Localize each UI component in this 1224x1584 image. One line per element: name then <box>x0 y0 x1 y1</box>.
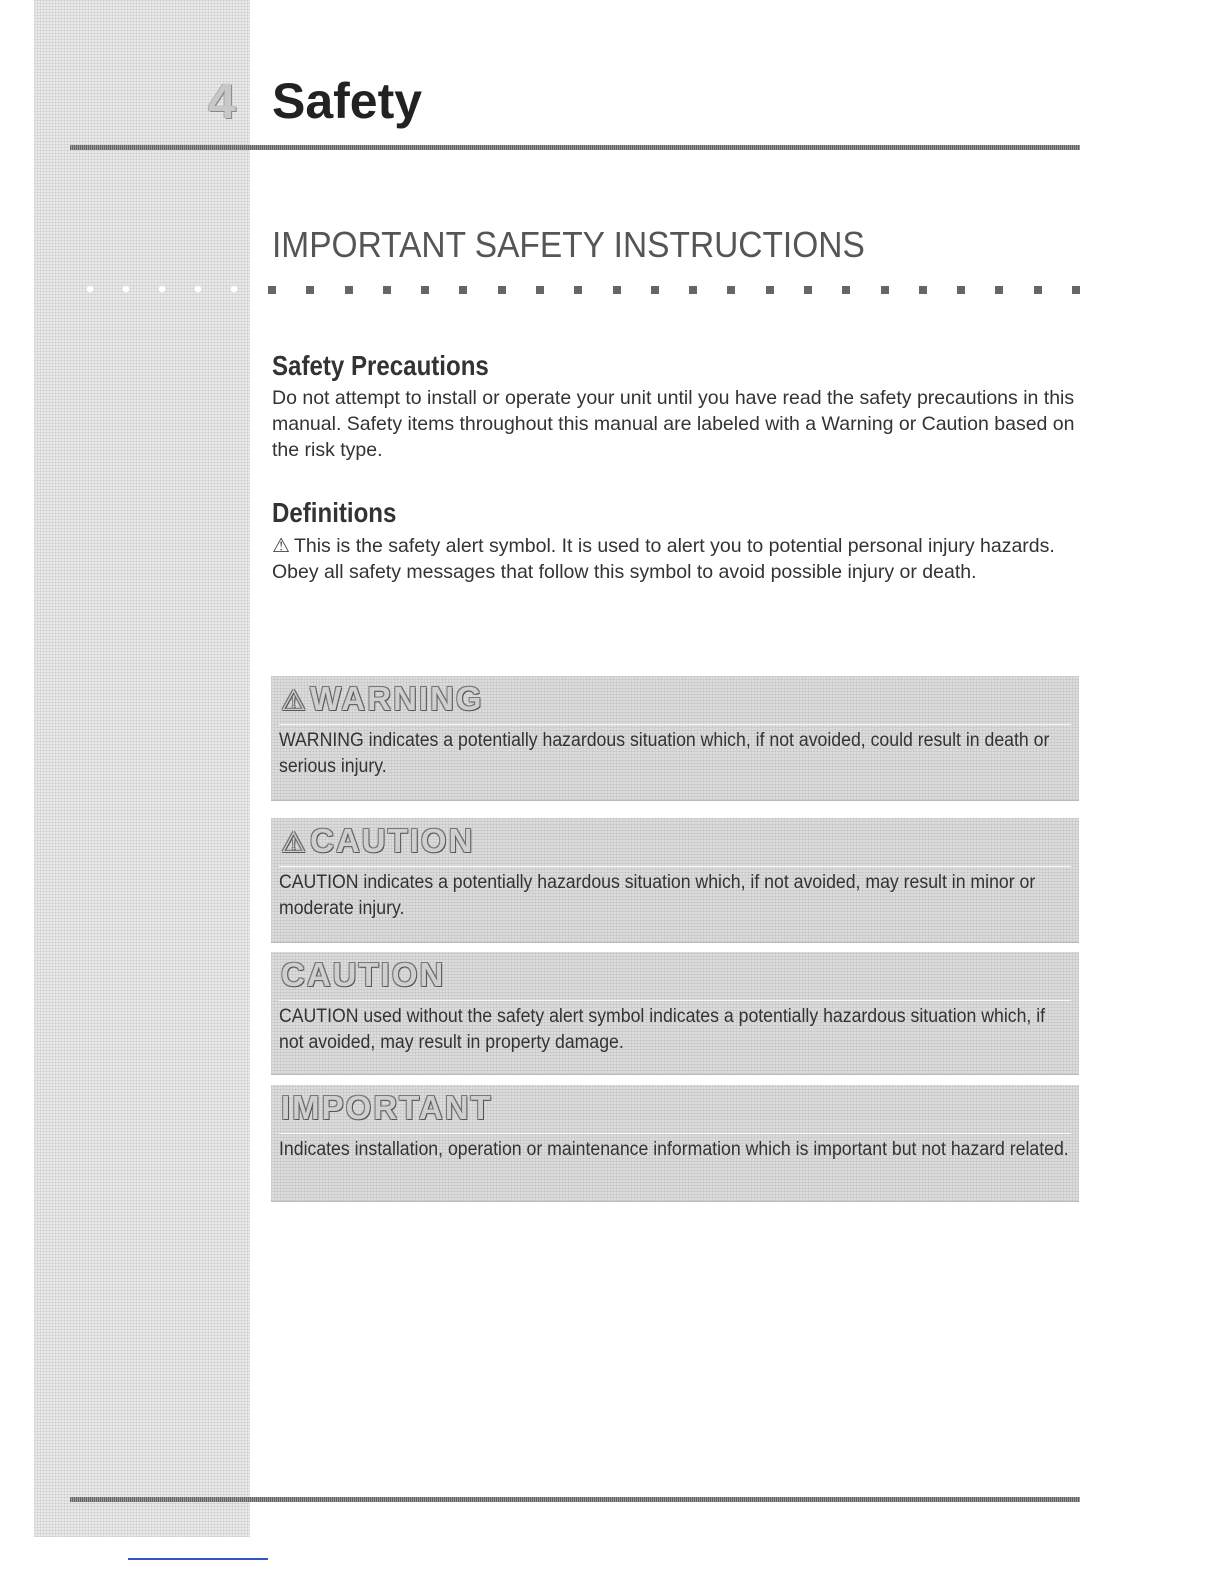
caution-property-box <box>271 952 1079 1075</box>
caution-injury-header <box>281 822 474 860</box>
box-divider <box>279 1133 1071 1134</box>
caution-injury-box <box>271 818 1079 943</box>
sidebar-band <box>34 0 250 1537</box>
precautions-heading: Safety Precautions <box>272 350 489 381</box>
warning-header <box>281 680 484 718</box>
warning-text: WARNING indicates a potentially hazardous situation which, if not avoided, could result in death or serious injury. <box>279 730 1050 777</box>
precautions-text: Do not attempt to install or operate your unit until you have read the safety precautions in this manual. Safety items throughout this manual are labeled with a Warning or Caution based on the risk type. <box>272 387 1075 461</box>
important-box <box>271 1085 1079 1202</box>
caution-property-text: CAUTION used without the safety alert symbol indicates a potentially hazardous situation which, if not avoided, may result in property damage. <box>279 1006 1046 1053</box>
box-divider <box>279 724 1071 725</box>
footer-rule <box>70 1497 1080 1502</box>
caution-injury-text: CAUTION indicates a potentially hazardous situation which, if not avoided, may result in minor or moderate injury. <box>279 872 1036 919</box>
sidebar-dot-row <box>72 284 250 294</box>
safety-alert-icon: ⚠ <box>272 535 290 557</box>
definitions-text: This is the safety alert symbol. It is used to alert you to potential personal injury hazards. Obey all safety messages that follow this symbol to avoid possible injury or death. <box>272 535 1055 583</box>
warning-alert-icon: ⚠ <box>281 685 309 716</box>
caution-injury-label: CAUTION <box>310 822 475 859</box>
chapter-title: Safety <box>272 73 423 129</box>
chapter-number: 4 <box>208 73 236 129</box>
header-rule <box>70 145 1080 150</box>
important-header <box>281 1089 493 1127</box>
definitions-heading: Definitions <box>272 497 397 528</box>
definitions-paragraph <box>272 533 1082 585</box>
box-divider <box>279 866 1071 867</box>
important-text: Indicates installation, operation or maintenance information which is important but not hazard related. <box>279 1139 1069 1160</box>
caution-alert-icon: ⚠ <box>281 827 309 858</box>
title-dot-row <box>268 286 1080 296</box>
section-title: IMPORTANT SAFETY INSTRUCTIONS <box>272 224 865 265</box>
caution-property-label: CAUTION <box>281 956 446 993</box>
warning-label: WARNING <box>310 680 484 717</box>
caution-property-header <box>281 956 445 994</box>
box-divider <box>279 1000 1071 1001</box>
footer-link-underline <box>128 1558 268 1560</box>
warning-box <box>271 676 1079 801</box>
important-label: IMPORTANT <box>281 1089 493 1126</box>
